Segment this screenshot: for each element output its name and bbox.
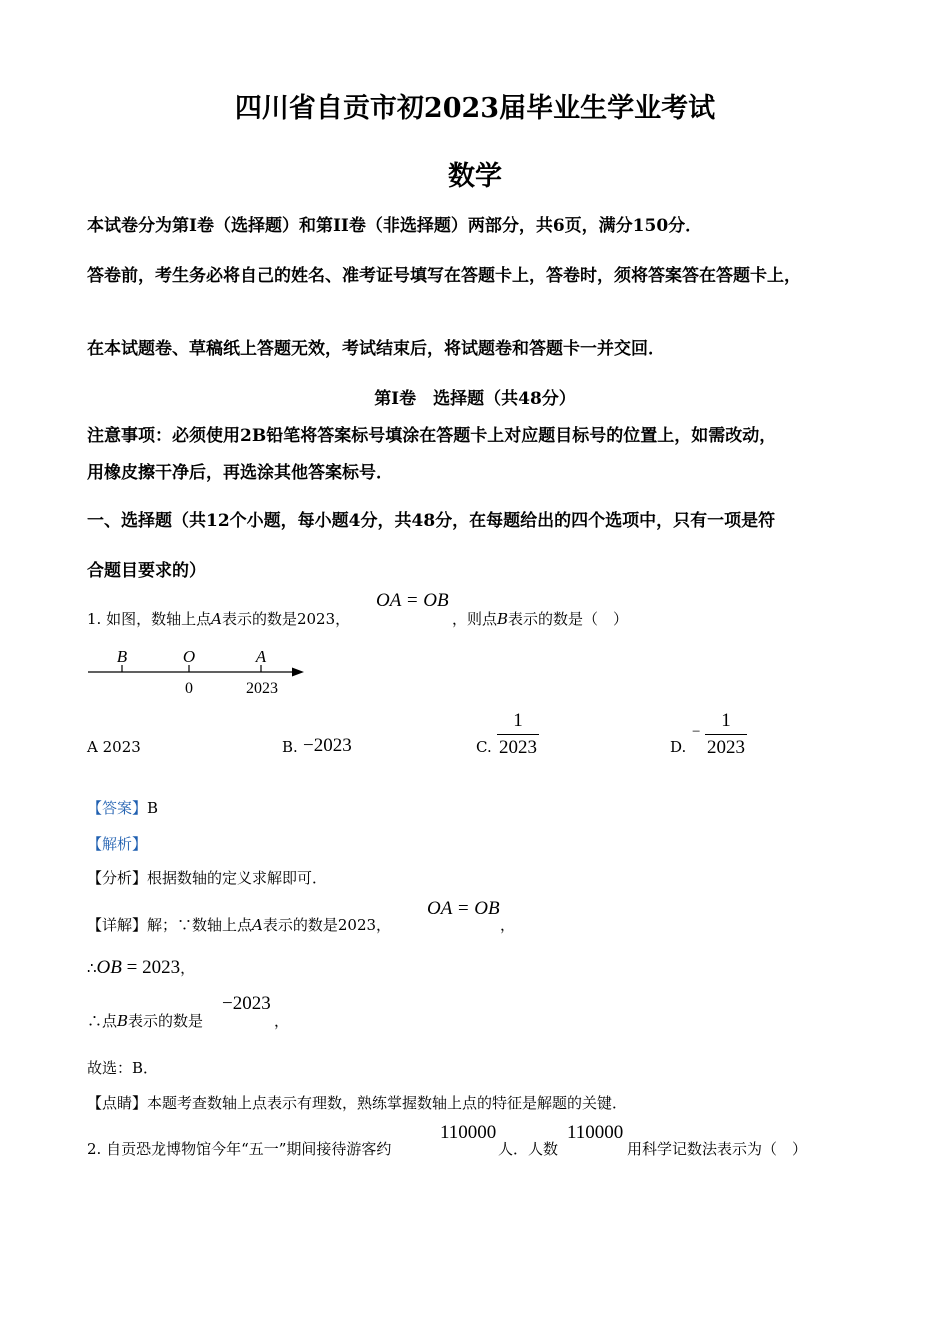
notice-line-2: 用橡皮擦干净后，再选涂其他答案标号． <box>87 463 393 483</box>
q2-stem-c: 用科学记数法表示为（ ） <box>627 1140 808 1158</box>
step1-line <box>87 957 195 979</box>
option-d-fraction <box>705 710 747 759</box>
q1-stem-tail <box>452 608 628 629</box>
q1-stem-text-a: 1. 如图，数轴上点 <box>87 610 212 628</box>
tick-label-2023: 2023 <box>246 680 278 697</box>
option-b-value: −2023 <box>303 735 352 756</box>
label-o: O <box>182 647 196 666</box>
step1-ob: OB <box>96 957 122 978</box>
q1-stem-point-a: A <box>211 610 222 628</box>
detail-line <box>87 914 391 935</box>
exam-title: 四川省自贡市初2023届毕业生学业考试 <box>234 93 716 124</box>
part1-heading: 第I卷 选择题（共48分） <box>374 389 576 409</box>
q1-stem <box>87 608 350 629</box>
choose-line: 故选：B． <box>87 1059 159 1077</box>
option-d-sign: − <box>692 724 701 740</box>
q2-stem-b: 人．人数 <box>498 1140 559 1158</box>
step2-value: −2023 <box>222 993 271 1014</box>
step2-text-b: 表示的数是 <box>128 1012 204 1030</box>
answer-value: B <box>147 799 159 817</box>
number-line-figure <box>85 645 315 700</box>
option-b-prefix: B. <box>282 738 298 756</box>
tick-label-0: 0 <box>185 680 193 697</box>
answer-tag: 【答案】 <box>87 799 148 817</box>
detail-point-a: A <box>252 916 263 934</box>
section-heading-1: 一、选择题（共12个小题，每小题4分，共48分，在每题给出的四个选项中，只有一项是符 <box>87 511 776 531</box>
step2-comma: ， <box>274 1012 290 1030</box>
option-d-numerator: 1 <box>721 710 731 731</box>
label-a: A <box>255 647 267 666</box>
fenxi-line: 【分析】根据数轴的定义求解即可． <box>87 869 328 887</box>
number-line-arrow <box>292 668 304 677</box>
option-c-fraction-bar <box>497 734 539 735</box>
q2-stem-a: 2. 自贡恐龙博物馆今年“五一”期间接待游客约 <box>87 1140 392 1158</box>
analysis-tag: 【解析】 <box>87 835 148 853</box>
intro-line-1: 本试卷分为第I卷（选择题）和第II卷（非选择题）两部分，共6页，满分150分． <box>87 216 703 236</box>
subject-title: 数学 <box>448 161 502 192</box>
detail-comma: ， <box>500 916 516 934</box>
intro-line-3: 在本试题卷、草稿纸上答题无效，考试结束后，将试题卷和答题卡一并交回． <box>87 339 665 359</box>
q1-stem-text-b: 表示的数是2023， <box>221 610 351 628</box>
step1-therefore: ∴ <box>87 959 97 977</box>
intro-line-2: 答卷前，考生务必将自己的姓名、准考证号填写在答题卡上，答卷时，须将答案答在答题卡上， <box>87 266 801 286</box>
q1-stem-text-c: ，则点 <box>452 610 498 628</box>
answer-line <box>87 797 158 818</box>
detail-text-b: 表示的数是2023， <box>262 916 392 934</box>
step2-point-b: B <box>117 1012 129 1030</box>
section-heading-2: 合题目要求的） <box>87 561 206 581</box>
option-c-fraction <box>497 710 539 759</box>
q2-number-1: 110000 <box>440 1122 497 1143</box>
option-d-denominator: 2023 <box>707 737 745 758</box>
dianjing-line: 【点睛】本题考查数轴上点表示有理数，熟练掌握数轴上点的特征是解题的关键． <box>87 1094 628 1112</box>
step2-text-a: ∴点 <box>87 1012 118 1030</box>
option-c-numerator: 1 <box>513 710 523 731</box>
q1-stem-equation: OA = OB <box>376 590 449 611</box>
option-d-prefix: D. <box>670 738 687 756</box>
detail-text-a: 【详解】解；∵数轴上点 <box>87 916 253 934</box>
option-a: A 2023 <box>87 738 141 756</box>
step2-line <box>87 1010 203 1031</box>
step1-value: = 2023 <box>121 957 181 978</box>
q1-stem-point-b: B <box>497 610 509 628</box>
option-c-prefix: C. <box>476 738 492 756</box>
option-c-denominator: 2023 <box>499 737 537 758</box>
label-b: B <box>116 647 128 666</box>
q2-number-2: 110000 <box>567 1122 624 1143</box>
option-d-fraction-bar <box>705 734 747 735</box>
step1-end: ， <box>180 959 196 977</box>
q1-stem-text-d: 表示的数是（ ） <box>508 610 629 628</box>
notice-line-1: 注意事项：必须使用2B铅笔将答案标号填涂在答题卡上对应题目标号的位置上，如需改动， <box>87 426 777 446</box>
detail-equation: OA = OB <box>427 898 500 919</box>
